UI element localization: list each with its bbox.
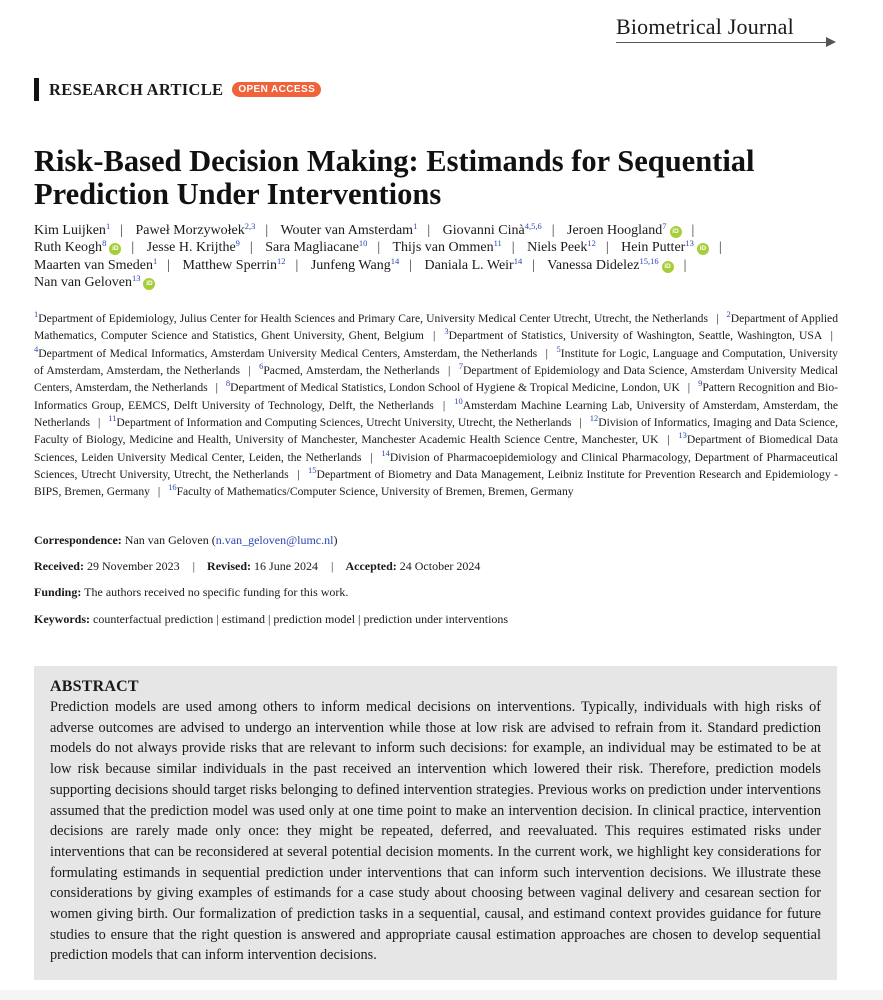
- type-bar: [34, 78, 39, 101]
- author: [34, 223, 110, 238]
- author-separator: |: [683, 257, 687, 273]
- author-affiliation-marker: 11: [493, 238, 502, 249]
- affiliation-marker: 4: [34, 343, 39, 354]
- author-affiliation-marker: 13: [131, 272, 141, 283]
- author: [621, 240, 709, 255]
- affiliation-separator: |: [97, 416, 101, 430]
- author-name: Junfeng Wang: [310, 257, 391, 273]
- arrow-right-icon: [826, 37, 836, 47]
- affiliation-separator: |: [447, 364, 451, 378]
- author-affiliation-marker: 8: [102, 238, 107, 249]
- affiliation-separator: |: [297, 468, 300, 482]
- affiliation-marker: 9: [698, 378, 703, 389]
- affiliation-text: Department of Medical Statistics, London School of Hygiene & Tropical Medicine, London, UK: [230, 381, 680, 395]
- author-affiliation-marker: 15,16: [639, 255, 659, 266]
- funding-label: Funding:: [34, 585, 82, 599]
- affiliation-marker: 7: [458, 361, 463, 372]
- affiliation-text: Pacmed, Amsterdam, the Netherlands: [263, 364, 440, 378]
- author: [34, 255, 158, 273]
- author-name: Jesse H. Krijthe: [146, 240, 236, 256]
- accepted-label: Accepted:: [345, 559, 397, 573]
- author-separator: |: [511, 240, 515, 256]
- author: [527, 240, 596, 255]
- correspondence-close: ): [333, 533, 338, 547]
- affiliation-text: Department of Epidemiology, Julius Center for Health Sciences and Primary Care, University Medical Center Utrecht, Utrecht, the Netherlands: [38, 312, 708, 325]
- affiliation-text: Division of Informatics, Imaging and Data Science, Faculty of Biology, Medicine and Health, University of Manchester, Manchester Academic Health Science Centre, Manchester, UK: [34, 416, 838, 447]
- author-separator: |: [131, 240, 135, 256]
- author-name: Matthew Sperrin: [182, 257, 278, 273]
- funding-text: The authors received no specific funding for this work.: [84, 585, 349, 599]
- author-separator: |: [120, 223, 123, 238]
- orcid-icon[interactable]: iD: [143, 278, 155, 290]
- affiliation-text: Faculty of Mathematics/Computer Science, University of Bremen, Bremen, Germany: [176, 485, 574, 499]
- affiliation-marker: 10: [454, 395, 463, 406]
- author-name: Ruth Keogh: [34, 240, 103, 256]
- author-separator: |: [718, 240, 722, 256]
- author: [34, 272, 155, 290]
- affiliation-text: Department of Information and Computing Sciences, Utrecht University, Utrecht, the Netherlands: [116, 416, 572, 430]
- orcid-icon[interactable]: iD: [662, 261, 674, 273]
- affiliation-separator: |: [667, 433, 670, 447]
- affiliation-marker: 3: [444, 326, 449, 337]
- affiliation-separator: |: [432, 329, 436, 343]
- affiliation-separator: |: [442, 398, 446, 412]
- abstract-box: [34, 666, 837, 980]
- abstract-heading: ABSTRACT: [50, 678, 139, 695]
- affiliation-separator: |: [716, 312, 719, 325]
- affiliation-marker: 13: [678, 430, 687, 441]
- author-affiliation-marker: 14: [513, 255, 523, 266]
- affiliation-separator: |: [545, 346, 548, 360]
- author-name: Niels Peek: [527, 240, 588, 256]
- affiliation-text: Institute for Logic, Language and Computation, University of Amsterdam, Amsterdam, the Netherlands: [34, 346, 838, 378]
- author: [547, 255, 673, 273]
- accepted-date: 24 October 2024: [399, 559, 481, 573]
- correspondence: [34, 533, 337, 548]
- author: [567, 223, 682, 238]
- keywords-label: Keywords:: [34, 612, 90, 626]
- author-affiliation-marker: 1: [105, 221, 111, 231]
- author-list: [34, 222, 854, 291]
- author-affiliation-marker: 13: [685, 238, 694, 249]
- revised-label: Revised:: [207, 559, 252, 573]
- author-affiliation-marker: 7: [662, 221, 667, 231]
- author-affiliation-marker: 4,5,6: [524, 221, 542, 231]
- article-dates: [34, 559, 480, 574]
- author-separator: |: [605, 240, 609, 256]
- author-separator: |: [691, 223, 695, 238]
- affiliation-separator: |: [370, 450, 373, 464]
- affiliation-marker: 16: [168, 482, 177, 493]
- affiliation-text: Department of Medical Informatics, Amsterdam University Medical Centers, Amsterdam, the Netherlands: [38, 346, 538, 360]
- abstract-text: Prediction models are used among others to inform medical decisions on interventions. Typically, individuals with high risks of adverse outcomes are advised to undergo an intervention while those at low risk are advised to refrain from it. Standard prediction models do not always provide risks that are relevant to inform such decisions: for example, an individual may be estimated to be at low risk because similar individuals in the past received an intervention which lowered their risk. Therefore, prediction models supporting decisions should target risks belonging to defined intervention strategies. Previous works on prediction under interventions assumed that the prediction model was used only at one time point to make an intervention decision. In clinical practice, intervention decisions are rarely made only once: they might be repeated, deferred, and reevaluated. This requires estimated risks under interventions that can be reconsidered at several potential decision moments. In the current work, we highlight key considerations for formulating estimands in sequential prediction under interventions that can inform such intervention decisions. We illustrate these considerations by giving examples of estimands for a case study about choosing between vaginal delivery and cesarean section for women giving birth. Our formalization of prediction tasks in a sequential, causal, and estimand context provides guidance for future studies to ensure that the right question is answered and appropriate causal estimation approaches are chosen to develop sequential prediction models that can inform intervention decisions.: [50, 699, 821, 964]
- affiliation-text: Department of Applied Mathematics, Computer Science and Statistics, Ghent University, Ghent, Belgium: [34, 312, 839, 343]
- affiliation-marker: 14: [381, 447, 390, 458]
- article-title: Risk-Based Decision Making: Estimands for Sequential Prediction Under Interventions: [34, 144, 755, 211]
- affiliations: [34, 310, 838, 501]
- author-separator: |: [265, 223, 269, 238]
- author-separator: |: [551, 223, 555, 238]
- affiliation-marker: 11: [108, 413, 117, 424]
- author-separator: |: [427, 223, 431, 238]
- author: [34, 240, 121, 255]
- author-name: Giovanni Cinà: [442, 223, 525, 238]
- author-name: Sara Magliacane: [265, 240, 359, 256]
- author-name: Maarten van Smeden: [34, 257, 153, 273]
- author-name: Kim Luijken: [34, 223, 106, 238]
- journal-rule: [616, 42, 828, 43]
- author-name: Paweł Morzywołek: [135, 223, 245, 238]
- author-affiliation-marker: 1: [413, 221, 418, 231]
- date-separator: |: [331, 559, 334, 573]
- author-separator: |: [249, 240, 253, 256]
- affiliation-separator: |: [579, 416, 582, 430]
- author-affiliation-marker: 10: [358, 238, 368, 249]
- email-link[interactable]: n.van_geloven@lumc.nl: [215, 533, 334, 547]
- affiliation-separator: |: [830, 329, 833, 343]
- affiliation-text: Department of Statistics, University of Washington, Seattle, Washington, USA: [448, 329, 822, 343]
- author-name: Vanessa Didelez: [547, 257, 640, 273]
- affiliation-separator: |: [215, 381, 218, 395]
- orcid-icon[interactable]: iD: [697, 243, 709, 255]
- open-access-badge: OPEN ACCESS: [232, 82, 321, 97]
- author: [310, 255, 400, 273]
- affiliation-text: Pattern Recognition and Bio-Informatics Group, EEMCS, Delft University of Technology, Delft, the Netherlands: [34, 381, 839, 412]
- author: [182, 255, 286, 273]
- author: [136, 223, 256, 238]
- author-affiliation-marker: 9: [235, 238, 240, 249]
- received-date: 29 November 2023: [86, 559, 180, 573]
- author-name: Nan van Geloven: [34, 274, 132, 290]
- received-label: Received:: [34, 559, 84, 573]
- keywords-text: counterfactual prediction | estimand | prediction model | prediction under interventions: [93, 612, 509, 626]
- affiliation-marker: 15: [307, 465, 317, 476]
- affiliation-separator: |: [248, 364, 251, 378]
- article-type: RESEARCH ARTICLE: [49, 79, 224, 99]
- author-affiliation-marker: 12: [277, 255, 286, 266]
- author: [147, 240, 240, 255]
- author-affiliation-marker: 1: [152, 255, 158, 266]
- author-separator: |: [409, 257, 413, 273]
- affiliation-separator: |: [687, 381, 691, 395]
- author-name: Jeroen Hoogland: [567, 223, 663, 238]
- author-separator: |: [167, 257, 171, 273]
- keywords: [34, 612, 508, 627]
- article-type-row: [34, 78, 321, 101]
- affiliation-text: Department of Biomedical Data Sciences, Leiden University Medical Center, Leiden, the Netherlands: [34, 433, 838, 464]
- author: [265, 240, 367, 255]
- author-affiliation-marker: 2,3: [244, 221, 256, 231]
- affiliation-text: Department of Epidemiology and Data Science, Amsterdam University Medical Centers, Amsterdam, the Netherlands: [34, 364, 838, 395]
- affiliation-text: Division of Pharmacoepidemiology and Clinical Pharmacology, Department of Pharmaceutical Sciences, Utrecht University, Utrecht, the Netherlands: [34, 450, 838, 482]
- author-separator: |: [377, 240, 381, 256]
- affiliation-text: Amsterdam Machine Learning Lab, University of Amsterdam, Amsterdam, the Netherlands: [34, 398, 839, 430]
- author: [392, 240, 501, 255]
- affiliation-marker: 1: [34, 309, 39, 319]
- affiliation-marker: 12: [589, 413, 599, 424]
- correspondence-label: Correspondence:: [34, 533, 122, 547]
- page-bottom-edge: [0, 990, 883, 1000]
- author-separator: |: [295, 257, 299, 273]
- author-name: Wouter van Amsterdam: [280, 223, 414, 238]
- affiliation-marker: 8: [225, 378, 231, 389]
- correspondence-name: Nan van Geloven (: [124, 533, 216, 547]
- author: [443, 223, 542, 238]
- author-name: Hein Putter: [621, 240, 686, 256]
- funding: [34, 585, 348, 600]
- author-name: Daniala L. Weir: [424, 257, 514, 273]
- date-separator: |: [192, 559, 196, 573]
- author-separator: |: [532, 257, 536, 273]
- affiliation-marker: 5: [556, 343, 561, 354]
- author-affiliation-marker: 14: [390, 255, 400, 266]
- author-affiliation-marker: 12: [587, 238, 596, 249]
- orcid-icon[interactable]: iD: [670, 226, 682, 238]
- journal-name: Biometrical Journal: [616, 14, 794, 39]
- affiliation-separator: |: [157, 485, 161, 499]
- author: [280, 223, 417, 238]
- revised-date: 16 June 2024: [254, 559, 319, 573]
- orcid-icon[interactable]: iD: [109, 243, 121, 255]
- affiliation-marker: 6: [259, 361, 264, 372]
- author: [424, 255, 523, 273]
- affiliation-marker: 2: [726, 309, 731, 319]
- affiliation-text: Department of Biometry and Data Management, Leibniz Institute for Prevention Research and Epidemiology - BIPS, Bremen, Germany: [34, 468, 838, 499]
- author-name: Thijs van Ommen: [392, 240, 494, 256]
